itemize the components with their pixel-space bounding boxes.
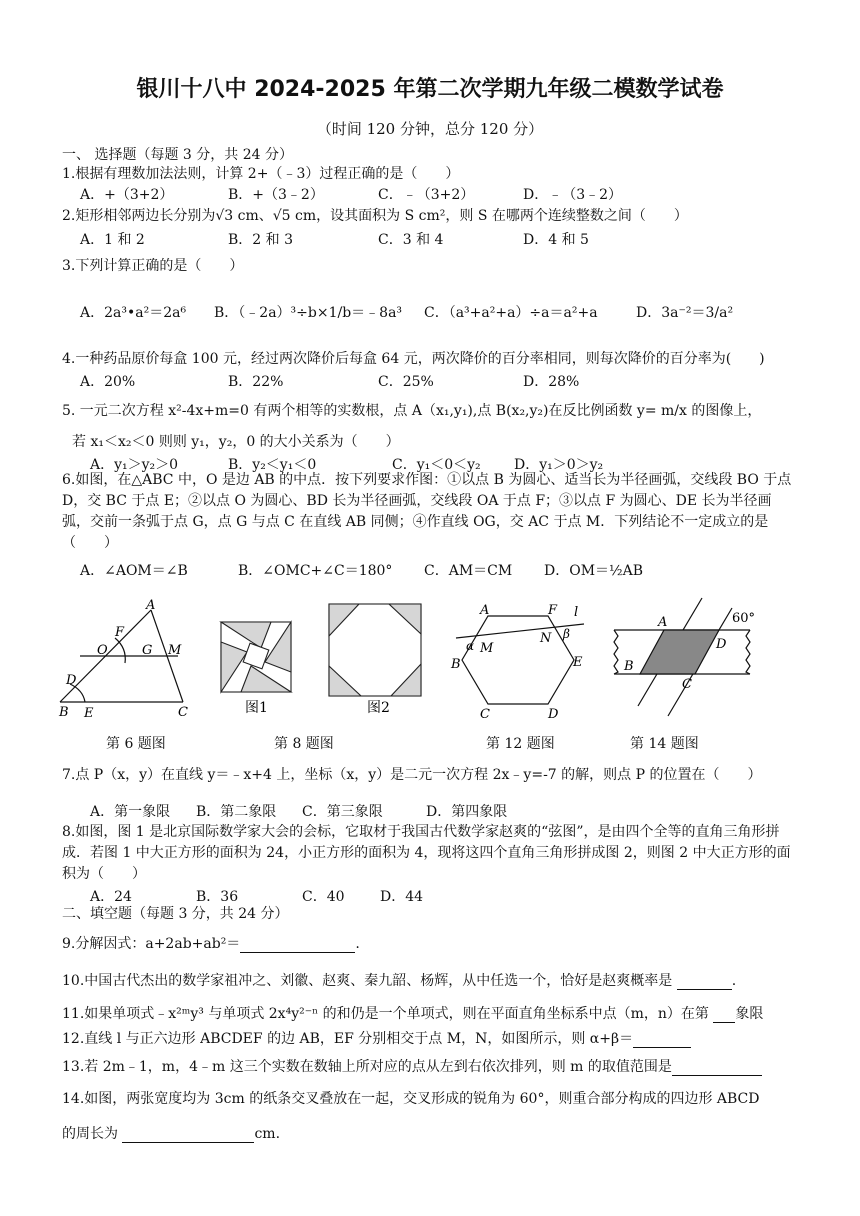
fig12-label-alpha: α: [466, 639, 475, 653]
caption-fig8: 第 8 题图: [274, 736, 334, 752]
fig6-label-d: D: [66, 673, 77, 688]
fig8-label-fig2: 图2: [367, 700, 390, 716]
fig6-label-g: G: [142, 643, 153, 658]
fig6-label-f: F: [115, 625, 125, 640]
fig6-label-b: B: [59, 705, 69, 720]
fig12-label-f: F: [548, 603, 558, 618]
q14-answer-blank[interactable]: [122, 1128, 254, 1143]
fig12-label-c: C: [480, 707, 490, 722]
q8-option-c: C．40: [302, 889, 345, 905]
fig12-label-beta: β: [563, 627, 570, 641]
figure-8-chord-diagrams: [215, 600, 435, 725]
q3-option-c: C．（a³+a²+a）÷a＝a²+a: [424, 305, 598, 321]
figure-12-hexagon: [448, 598, 593, 723]
q2-stem: 2.矩形相邻两边长分别为√3 cm、√5 cm，设其面积为 S cm²，则 S 在哪两个连续整数之间（ ）: [62, 208, 688, 224]
q9-row: 9.分解因式：a+2ab+ab²＝ .: [62, 936, 360, 952]
q10-stem: 10.中国古代杰出的数学家祖冲之、刘徽、赵爽、秦九韶、杨辉，从中任选一个，恰好是赵爽概率是: [62, 973, 673, 989]
q4-stem: 4.一种药品原价每盒 100 元，经过两次降价后每盒 64 元，两次降价的百分率相同，则每次降价的百分率为( ): [62, 351, 765, 367]
page-title: 银川十八中 2024-2025 年第二次学期九年级二模数学试卷: [136, 77, 724, 102]
q7-option-a: A．第一象限: [90, 804, 171, 820]
q6-stem: 6.如图，在△ABC 中，O 是边 AB 的中点．按下列要求作图：①以点 B 为圆心、适当长为半径画弧，交线段 BO 于点 D，交 BC 于点 E；②以点 O 为圆心、BD 长为半径画弧，交线段 OA 于点 F；③以点 F 为圆心、DE 长为半径画弧，交前一条弧于点 G，点 G 与点 C 在直线 AB 同侧；④作直线 OG，交 AC 于点 M．下列结论不一定成立的是（ ）: [62, 472, 792, 551]
q6-option-d: D．OM＝½AB: [544, 563, 644, 579]
q8-option-a: A．24: [90, 889, 132, 905]
q13-answer-blank[interactable]: [672, 1061, 762, 1076]
page-subtitle: （时间 120 分钟，总分 120 分）: [316, 120, 544, 138]
q5-option-d: D．y₁＞0＞y₂: [514, 457, 604, 473]
q4-option-d: D．28%: [523, 374, 580, 390]
q12-stem: 12.直线 l 与正六边形 ABCDEF 的边 AB，EF 分别相交于点 M，N，如图所示，则 α+β＝: [62, 1031, 634, 1047]
q3-stem: 3.下列计算正确的是（ ）: [62, 258, 244, 274]
q5-option-a: A．y₁＞y₂＞0: [90, 457, 179, 473]
q1-option-c: C．﹣（3+2）: [378, 187, 475, 203]
q7-option-b: B．第二象限: [196, 804, 277, 820]
figure-6-triangle: [55, 598, 200, 723]
fig12-label-b: B: [451, 657, 461, 672]
caption-fig12: 第 12 题图: [486, 736, 555, 752]
fig14-label-a: A: [658, 615, 668, 630]
q11-stem: 11.如果单项式﹣x²ᵐy³ 与单项式 2x⁴y²⁻ⁿ 的和仍是一个单项式，则在平面直角坐标系中点（m，n）在第: [62, 1006, 709, 1022]
q7-option-c: C．第三象限: [302, 804, 383, 820]
fig12-label-e: E: [573, 655, 583, 670]
q14-unit: cm.: [254, 1126, 281, 1142]
q14-row: [62, 1125, 280, 1143]
fig12-label-a: A: [480, 603, 490, 618]
q3-option-a: A．2a³•a²＝2a⁶: [80, 305, 187, 321]
fig6-label-a: A: [146, 598, 156, 613]
q8-stem: 8.如图，图 1 是北京国际数学家大会的会标，它取材于我国古代数学家赵爽的“弦图”，是由四个全等的直角三角形拼成．若图 1 中大正方形的面积为 24，小正方形的面积为 4，现将这四个直角三角形拼成图 2，则图 2 中大正方形的面积为（ ）: [62, 824, 791, 882]
section-2-heading: 二、填空题（每题 3 分，共 24 分）: [62, 906, 289, 922]
fig12-label-l: l: [574, 605, 579, 620]
q12-row: [62, 1030, 691, 1048]
fig8-label-fig1: 图1: [245, 700, 268, 716]
fig14-label-d: D: [716, 637, 727, 652]
fig14-label-c: C: [682, 677, 692, 692]
fig14-label-b: B: [624, 659, 634, 674]
q5-option-c: C．y₁＜0＜y₂: [392, 457, 481, 473]
q3-option-b: B．（﹣2a）³÷b×1/b＝﹣8a³: [214, 305, 403, 321]
q13-stem: 13.若 2m﹣1，m，4﹣m 这三个实数在数轴上所对应的点从左到右依次排列，则 m 的取值范围是: [62, 1059, 672, 1075]
q1-stem: 1.根据有理数加法法则，计算 2+（﹣3）过程正确的是（ ）: [62, 166, 460, 182]
q8-option-d: D．44: [380, 889, 424, 905]
q5-option-b: B．y₂＜y₁＜0: [228, 457, 317, 473]
q11-row: [62, 1005, 763, 1023]
fig12-label-m: M: [480, 641, 494, 656]
q2-option-b: B．2 和 3: [228, 232, 294, 248]
q7-stem: 7.点 P（x，y）在直线 y＝﹣x+4 上，坐标（x，y）是二元一次方程 2x﹣y=-7 的解，则点 P 的位置在（ ）: [62, 767, 762, 783]
fig6-label-e: E: [84, 706, 94, 721]
q11-answer-blank[interactable]: [713, 1008, 735, 1023]
q4-option-a: A．20%: [80, 374, 136, 390]
q13-row: [62, 1058, 762, 1076]
q8-option-b: B．36: [196, 889, 239, 905]
figure-14-paper-strips: [602, 590, 767, 725]
q1-option-d: D．﹣（3﹣2）: [523, 187, 623, 203]
q14-stem-line2: 的周长为: [62, 1126, 118, 1142]
q14-stem-line1: 14.如图，两张宽度均为 3cm 的纸条交叉叠放在一起，交叉形成的锐角为 60°，则重合部分构成的四边形 ABCD: [62, 1091, 760, 1107]
q10-answer-blank[interactable]: [677, 975, 732, 990]
fig14-label-angle: 60°: [732, 611, 756, 626]
q2-option-d: D．4 和 5: [523, 232, 589, 248]
q1-option-a: A．+（3+2）: [80, 187, 174, 203]
q5-stem-line1: 5. 一元二次方程 x²-4x+m=0 有两个相等的实数根，点 A（x₁,y₁),点 B(x₂,y₂)在反比例函数 y= m/x 的图像上，: [62, 403, 762, 419]
section-1-heading: 一、 选择题（每题 3 分，共 24 分）: [62, 147, 293, 163]
q7-option-d: D．第四象限: [426, 804, 508, 820]
q10-row: 10.中国古代杰出的数学家祖冲之、刘徽、赵爽、秦九韶、杨辉，从中任选一个，恰好是赵爽概率是 .: [62, 973, 737, 989]
caption-fig6: 第 6 题图: [106, 736, 166, 752]
q6-option-c: C．AM＝CM: [424, 563, 513, 579]
caption-fig14: 第 14 题图: [630, 736, 699, 752]
q9-answer-blank[interactable]: [240, 938, 355, 953]
q4-option-c: C．25%: [378, 374, 434, 390]
fig12-label-n: N: [540, 631, 552, 646]
q1-option-b: B．+（3﹣2）: [228, 187, 324, 203]
q5-stem-line2: 若 x₁＜x₂＜0 则则 y₁，y₂，0 的大小关系为（ ）: [72, 434, 400, 450]
q12-answer-blank[interactable]: [633, 1033, 691, 1048]
fig6-label-o: O: [97, 643, 108, 658]
q3-option-d: D．3a⁻²＝3/a²: [636, 305, 734, 321]
q6-option-b: B．∠OMC+∠C＝180°: [238, 563, 393, 579]
q9-stem: 9.分解因式：a+2ab+ab²＝: [62, 936, 241, 952]
fig12-label-d: D: [548, 707, 559, 722]
q4-option-b: B．22%: [228, 374, 284, 390]
q11-tail: 象限: [735, 1006, 764, 1022]
fig6-label-c: C: [178, 705, 188, 720]
q2-option-a: A．1 和 2: [80, 232, 145, 248]
fig6-label-m: M: [168, 643, 182, 658]
q6-option-a: A．∠AOM＝∠B: [80, 563, 188, 579]
q2-option-c: C．3 和 4: [378, 232, 444, 248]
